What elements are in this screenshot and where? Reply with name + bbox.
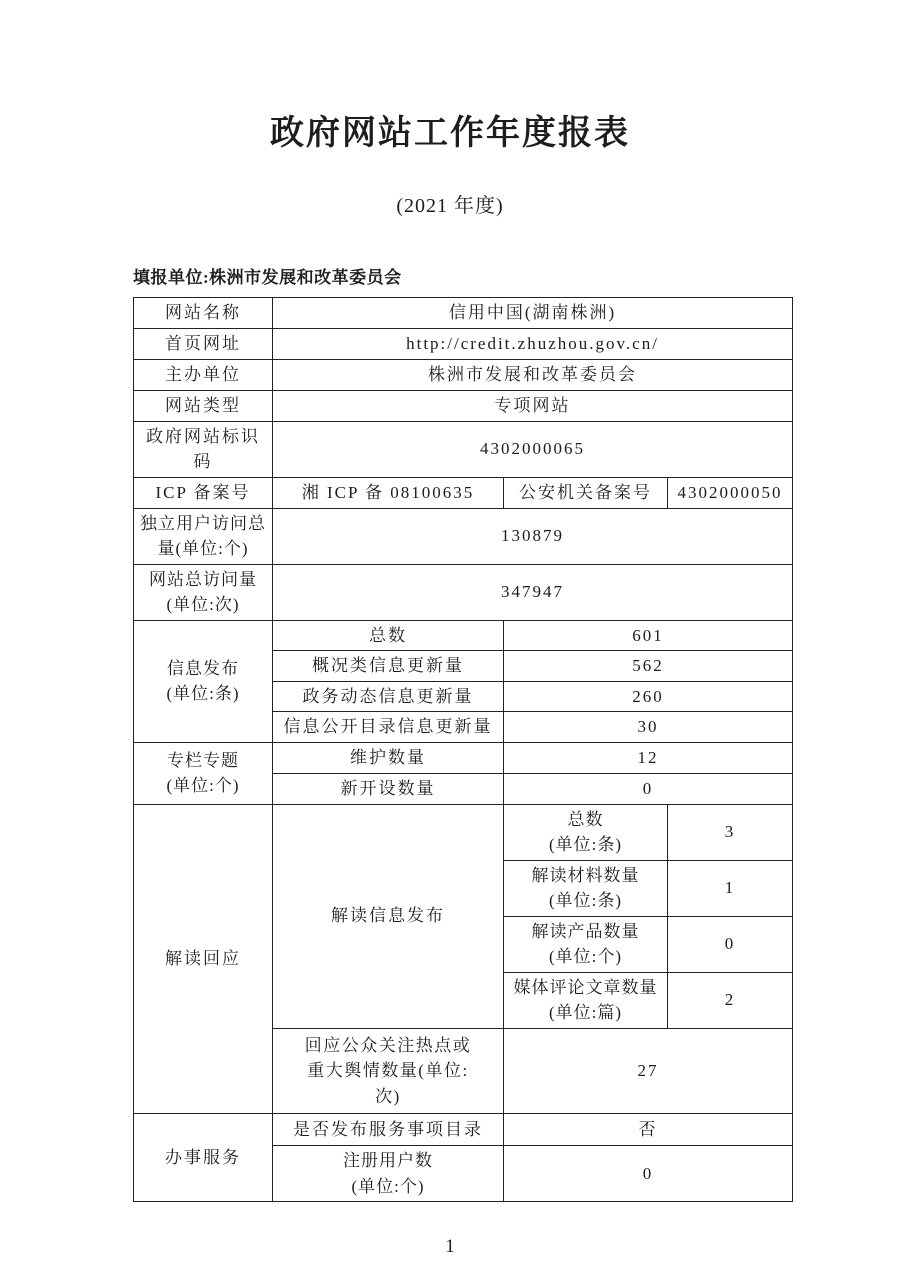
info-publish-label xyxy=(134,620,273,742)
registered-users-unit: (单位:个) xyxy=(351,1176,425,1196)
annual-report-table xyxy=(133,297,793,1203)
new-count-label: 新开设数量 xyxy=(273,773,504,804)
unique-visitors-label: 独立用户访问总量(单位:个) xyxy=(134,508,273,564)
table-row xyxy=(134,421,793,477)
page-number: 1 xyxy=(445,1236,455,1258)
columns-topics-unit: (单位:个) xyxy=(166,776,240,796)
table-row xyxy=(134,477,793,508)
table-row xyxy=(134,390,793,421)
interp-media-label xyxy=(504,972,668,1028)
info-dynamics-label: 政务动态信息更新量 xyxy=(273,681,504,712)
interp-total-label-text: 总数 xyxy=(567,809,604,829)
unique-visitors-value: 130879 xyxy=(273,508,793,564)
interp-product-label xyxy=(504,916,668,972)
total-visits-label xyxy=(134,564,273,620)
interp-product-unit: (单位:个) xyxy=(548,947,623,967)
info-dynamics-value: 260 xyxy=(504,681,793,712)
interp-material-label-text: 解读材料数量 xyxy=(531,865,640,885)
info-directory-label: 信息公开目录信息更新量 xyxy=(273,712,504,743)
info-overview-label: 概况类信息更新量 xyxy=(273,651,504,682)
columns-topics-label-text: 专栏专题 xyxy=(167,750,239,770)
info-publish-label-text: 信息发布 xyxy=(167,658,239,678)
total-visits-unit: (单位:次) xyxy=(166,595,240,615)
table-row xyxy=(134,328,793,359)
page-subtitle: (2021 年度) xyxy=(396,194,504,217)
interp-material-unit: (单位:条) xyxy=(548,891,623,911)
info-total-label: 总数 xyxy=(273,620,504,651)
response-hotspot-value: 27 xyxy=(504,1028,793,1114)
table-row xyxy=(134,1114,793,1146)
police-filing-value: 4302000050 xyxy=(668,477,793,508)
home-url-value: http://credit.zhuzhou.gov.cn/ xyxy=(273,328,793,359)
interp-media-unit: (单位:篇) xyxy=(548,1003,623,1023)
table-row xyxy=(134,620,793,651)
interp-total-value: 3 xyxy=(668,804,793,860)
table-row xyxy=(134,508,793,564)
interp-media-label-text: 媒体评论文章数量 xyxy=(513,977,658,997)
service-directory-label: 是否发布服务事项目录 xyxy=(273,1114,504,1146)
site-name-value: 信用中国(湖南株洲) xyxy=(273,297,793,328)
icp-label: ICP 备案号 xyxy=(134,477,273,508)
site-id-label: 政府网站标识码 xyxy=(134,421,273,477)
interp-total-unit: (单位:条) xyxy=(548,835,623,855)
police-filing-label: 公安机关备案号 xyxy=(504,477,668,508)
info-directory-value: 30 xyxy=(504,712,793,743)
registered-users-label xyxy=(273,1146,504,1202)
maintained-count-label: 维护数量 xyxy=(273,742,504,773)
table-row xyxy=(134,297,793,328)
interp-media-value: 2 xyxy=(668,972,793,1028)
total-visits-value: 347947 xyxy=(273,564,793,620)
site-type-value: 专项网站 xyxy=(273,390,793,421)
interp-product-value: 0 xyxy=(668,916,793,972)
columns-topics-label xyxy=(134,742,273,804)
reporting-unit: 填报单位:株洲市发展和改革委员会 xyxy=(133,267,402,287)
interp-total-label xyxy=(504,804,668,860)
services-label: 办事服务 xyxy=(134,1114,273,1202)
interp-material-value: 1 xyxy=(668,860,793,916)
site-name-label: 网站名称 xyxy=(134,297,273,328)
registered-users-label-text: 注册用户数 xyxy=(343,1151,433,1171)
table-row xyxy=(134,564,793,620)
info-overview-value: 562 xyxy=(504,651,793,682)
interpretation-publish-label: 解读信息发布 xyxy=(273,804,504,1028)
service-directory-value: 否 xyxy=(504,1114,793,1146)
home-url-label: 首页网址 xyxy=(134,328,273,359)
new-count-value: 0 xyxy=(504,773,793,804)
interp-product-label-text: 解读产品数量 xyxy=(531,921,640,941)
table-row xyxy=(134,804,793,860)
site-type-label: 网站类型 xyxy=(134,390,273,421)
page-title: 政府网站工作年度报表 xyxy=(270,114,630,152)
site-id-value: 4302000065 xyxy=(273,421,793,477)
info-publish-unit: (单位:条) xyxy=(166,684,240,704)
info-total-value: 601 xyxy=(504,620,793,651)
icp-value: 湘 ICP 备 08100635 xyxy=(273,477,504,508)
registered-users-value: 0 xyxy=(504,1146,793,1202)
total-visits-label-text: 网站总访问量 xyxy=(149,569,257,589)
table-row xyxy=(134,742,793,773)
interpretation-label: 解读回应 xyxy=(134,804,273,1114)
organizer-label: 主办单位 xyxy=(134,359,273,390)
interp-material-label xyxy=(504,860,668,916)
maintained-count-value: 12 xyxy=(504,742,793,773)
table-row xyxy=(134,359,793,390)
organizer-value: 株洲市发展和改革委员会 xyxy=(273,359,793,390)
response-hotspot-label: 回应公众关注热点或重大舆情数量(单位:次) xyxy=(273,1028,504,1114)
